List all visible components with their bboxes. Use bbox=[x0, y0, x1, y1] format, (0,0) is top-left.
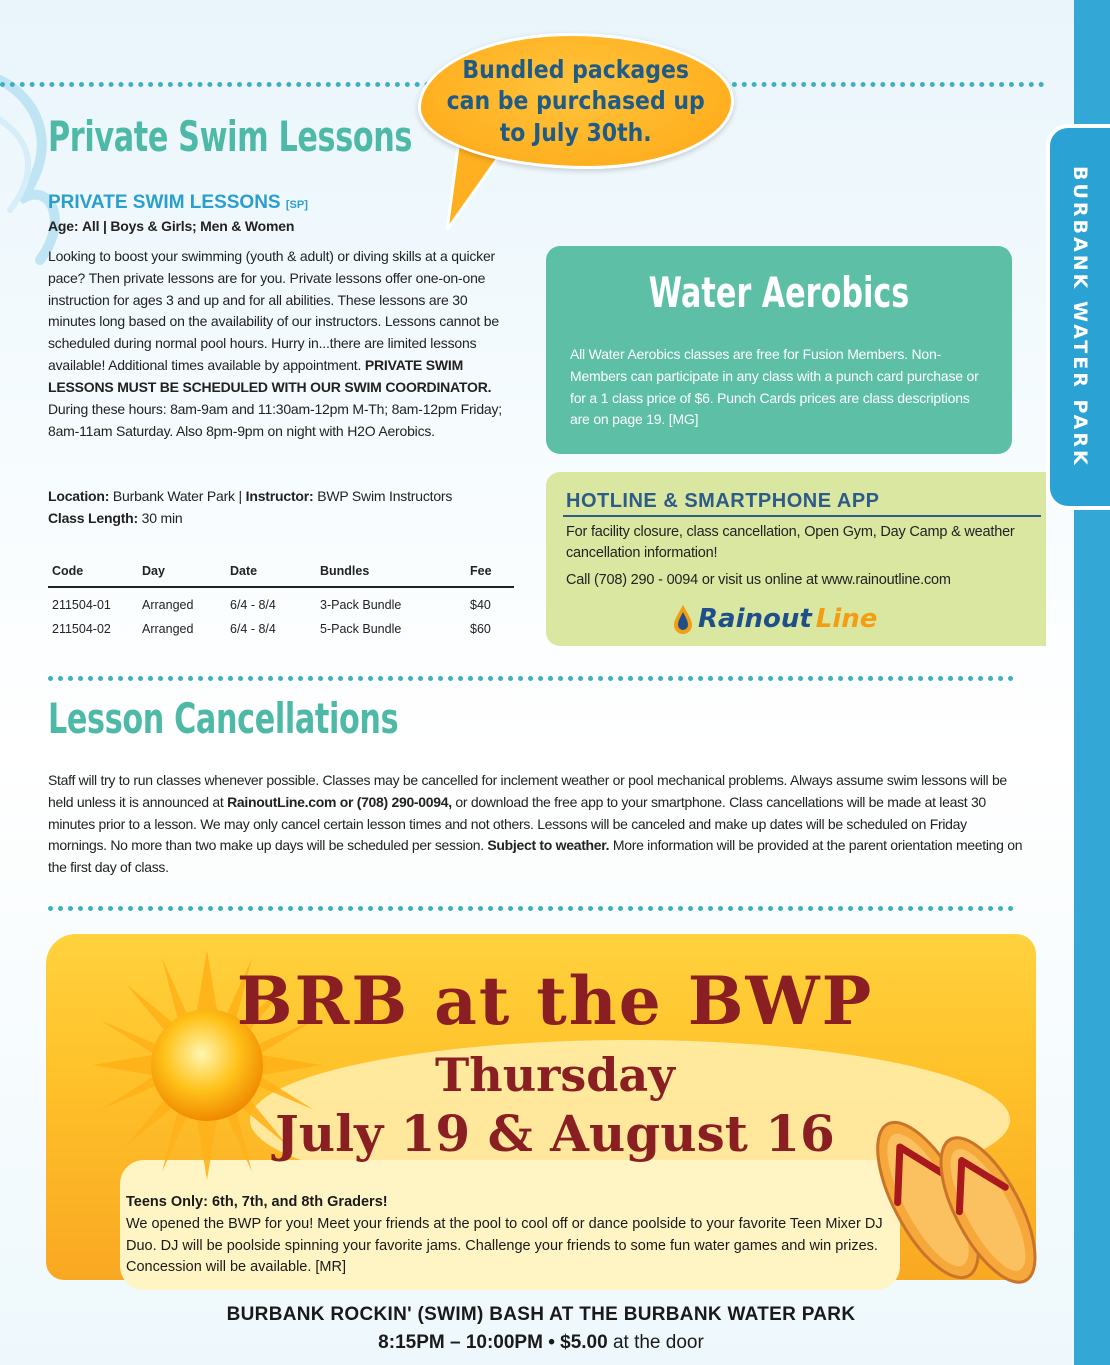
private-lessons-details: Location: Burbank Water Park | Instructor: BWP Swim Instructors Class Length: 30 min bbox=[48, 488, 453, 526]
age-label: Age: bbox=[48, 218, 79, 234]
row-code: 211504-02 bbox=[52, 622, 111, 636]
divider-bottom bbox=[48, 906, 1014, 911]
row-bundle: 5-Pack Bundle bbox=[320, 622, 402, 636]
description-intro: Looking to boost your swimming (youth & adult) or diving skills at a quicker pace? Then private lessons are for you. Private lessons offer one-on-one instruction for ages 3 and up and for all abilities. These lessons are 30 minutes long based on the availability of our instructors. Lessons cannot be scheduled during normal pool hours. Hurry in...there are limited lessons available! Additional times available by appointment. bbox=[48, 248, 499, 374]
cancellations-text bbox=[48, 770, 1023, 879]
col-code-header: Code bbox=[48, 564, 138, 587]
description-tail: During these hours: 8am-9am and 11:30am-12pm M-Th; 8am-12pm Friday; 8am-11am Saturday. Also 8pm-9pm on night with H2O Aerobics. bbox=[48, 400, 502, 439]
event-audience: Teens Only: 6th, 7th, and 8th Graders! bbox=[126, 1194, 388, 1210]
private-lessons-age bbox=[48, 216, 294, 238]
class-length-value: 30 min bbox=[141, 509, 183, 526]
flip-flops-icon bbox=[858, 1090, 1048, 1290]
event-time: 8:15PM – 10:00PM bbox=[378, 1332, 543, 1353]
bubble-line-1: Bundled packages bbox=[462, 55, 690, 85]
event-full-name: BURBANK ROCKIN' (SWIM) BASH AT THE BURBANK WATER PARK bbox=[226, 1304, 856, 1325]
rainout-line-logo bbox=[672, 604, 877, 634]
event-time-price bbox=[46, 1332, 1036, 1354]
table-row bbox=[48, 612, 514, 636]
class-length-label: Class Length: bbox=[48, 509, 138, 526]
hotline-title: HOTLINE & SMARTPHONE APP bbox=[566, 490, 880, 512]
row-fee: $60 bbox=[470, 622, 491, 636]
instructor-value: BWP Swim Instructors bbox=[317, 488, 453, 504]
divider-top-left bbox=[0, 82, 430, 87]
row-date: 6/4 - 8/4 bbox=[230, 622, 276, 636]
schedule-table bbox=[48, 564, 514, 636]
event-separator: • bbox=[542, 1332, 561, 1353]
section-side-tab bbox=[1046, 124, 1110, 510]
cancellations-section-title: Lesson Cancellations bbox=[48, 694, 399, 743]
event-day: Thursday bbox=[435, 1048, 675, 1102]
description-bold: PRIVATE SWIM LESSONS MUST BE SCHEDULED WITH OUR SWIM COORDINATOR. bbox=[48, 357, 492, 395]
event-price: $5.00 bbox=[560, 1332, 608, 1353]
cancellations-text-b: or download the free app to your smartphone. Class cancellations will be made at least 30 minutes prior to a lesson. We may only cancel certain lesson times and not others. Lessons will be canceled and make up dates will be scheduled on Friday mornings. No more than two make up days will be scheduled per session. bbox=[48, 793, 986, 854]
private-lessons-subtitle: PRIVATE SWIM LESSONS bbox=[48, 192, 281, 213]
side-tab-label: BURBANK WATER PARK bbox=[1069, 166, 1091, 468]
event-price-note: at the door bbox=[607, 1332, 704, 1353]
row-day: Arranged bbox=[142, 622, 194, 636]
cancellations-bold-b: Subject to weather. bbox=[487, 837, 610, 854]
col-bundles-header: Bundles bbox=[316, 564, 466, 587]
schedule-header-row bbox=[48, 564, 514, 587]
bubble-line-3: to July 30th. bbox=[500, 117, 652, 147]
col-date-header: Date bbox=[226, 564, 316, 587]
hotline-rule bbox=[563, 515, 1041, 517]
raindrop-icon bbox=[672, 604, 694, 634]
private-lessons-description bbox=[48, 246, 518, 442]
rainout-logo-word2: Line bbox=[815, 604, 878, 634]
divider-middle bbox=[48, 676, 1014, 681]
row-date: 6/4 - 8/4 bbox=[230, 598, 276, 612]
rainout-logo-word1: Rainout bbox=[698, 604, 812, 634]
hotline-text: For facility closure, class cancellation, Open Gym, Day Camp & weather cancellation information! bbox=[566, 524, 1015, 562]
water-aerobics-body: All Water Aerobics classes are free for Fusion Members. Non-Members can participate in any class with a punch card purchase or for a 1 class price of $6. Punch Cards prices are class descriptions are on page 19. [MG] bbox=[570, 346, 979, 428]
private-lessons-subheading bbox=[48, 192, 308, 214]
divider-top-right bbox=[722, 82, 1044, 87]
col-day-header: Day bbox=[138, 564, 226, 587]
event-description bbox=[126, 1192, 886, 1279]
hotline-call[interactable]: Call (708) 290 - 0094 or visit us online at www.rainoutline.com bbox=[566, 572, 951, 588]
location-value: Burbank Water Park bbox=[112, 488, 235, 504]
location-label: Location: bbox=[48, 488, 110, 504]
water-aerobics-title: Water Aerobics bbox=[648, 268, 910, 317]
event-description-text: We opened the BWP for you! Meet your friends at the pool to cool off or dance poolside to your favorite Teen Mixer DJ Duo. DJ will be poolside spinning your favorite jams. Challenge your friends to some fun water games and win prizes. Concession will be available. [MR] bbox=[126, 1215, 883, 1276]
private-lessons-section-title: Private Swim Lessons bbox=[48, 112, 413, 161]
instructor-label: Instructor: bbox=[245, 488, 314, 504]
bubble-line-2: can be purchased up bbox=[446, 86, 706, 116]
age-value: All | Boys & Girls; Men & Women bbox=[82, 218, 295, 234]
row-code: 211504-01 bbox=[52, 598, 111, 612]
col-fee-header: Fee bbox=[466, 564, 514, 587]
table-row bbox=[48, 587, 514, 612]
cancellations-text-c: More information will be provided at the parent orientation meeting on the first day of class. bbox=[48, 837, 1023, 876]
cancellations-bold-a: RainoutLine.com or (708) 290-0094, bbox=[227, 793, 452, 810]
row-fee: $40 bbox=[470, 598, 491, 612]
row-bundle: 3-Pack Bundle bbox=[320, 598, 402, 612]
cancellations-text-a: Staff will try to run classes whenever possible. Classes may be cancelled for inclement weather or pool mechanical problems. Always assume swim lessons will be held unless it is announced at bbox=[48, 772, 1007, 810]
event-dates: July 19 & August 16 bbox=[275, 1104, 835, 1163]
event-title: BRB at the BWP bbox=[236, 962, 874, 1040]
row-day: Arranged bbox=[142, 598, 194, 612]
bundle-speech-bubble bbox=[418, 33, 734, 169]
private-lessons-code: [SP] bbox=[285, 199, 308, 211]
